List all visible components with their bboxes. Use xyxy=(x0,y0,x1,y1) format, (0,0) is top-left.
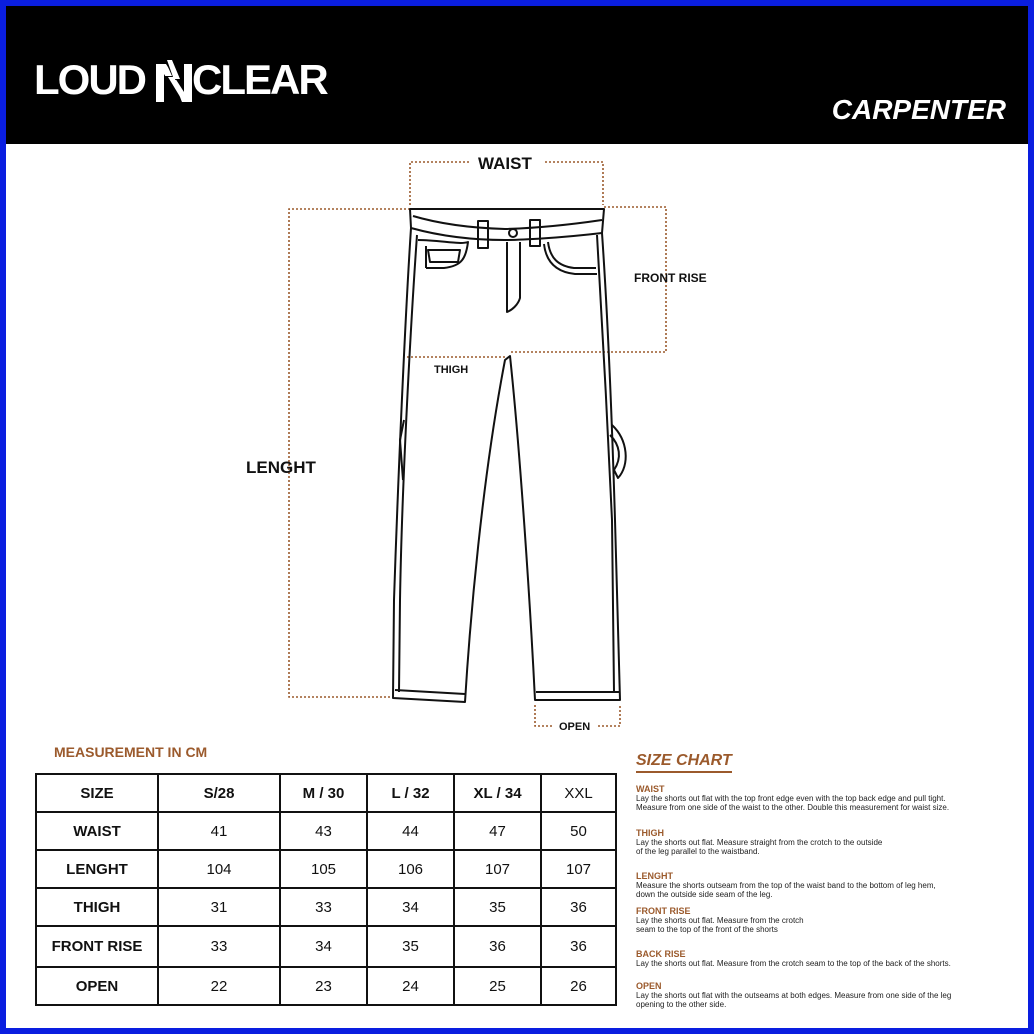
front-rise-label: FRONT RISE xyxy=(634,271,707,285)
row-label: LENGHT xyxy=(36,850,158,888)
table-cell: 24 xyxy=(367,967,454,1005)
guide-item-open xyxy=(636,981,1016,1009)
measurement-title: MEASUREMENT IN CM xyxy=(54,744,208,760)
table-cell: 23 xyxy=(280,967,367,1005)
header-cell: L / 32 xyxy=(367,774,454,812)
guide-item-thigh xyxy=(636,828,1016,856)
guide-item-length xyxy=(636,871,1016,899)
table-cell: 106 xyxy=(367,850,454,888)
waist-guide-right xyxy=(545,162,603,205)
table-cell: 35 xyxy=(454,888,541,926)
guide-item-waist xyxy=(636,784,1016,812)
guide-heading: OPEN xyxy=(636,981,662,991)
size-guide-title: SIZE CHART xyxy=(636,752,732,773)
guide-heading: FRONT RISE xyxy=(636,906,691,916)
guide-text: Measure the shorts outseam from the top of the waist band to the bottom of leg hem, down the outside side seam of the leg. xyxy=(636,881,936,899)
guide-heading: THIGH xyxy=(636,828,664,838)
table-cell: 43 xyxy=(280,812,367,850)
table-cell: 41 xyxy=(158,812,280,850)
model-name: CARPENTER xyxy=(831,94,1006,125)
table-cell: 25 xyxy=(454,967,541,1005)
table-cell: 33 xyxy=(280,888,367,926)
guide-heading: WAIST xyxy=(636,784,665,794)
guide-text: Lay the shorts out flat. Measure from the crotch seam to the top of the back of the shorts. xyxy=(636,959,951,968)
table-cell: 107 xyxy=(541,850,616,888)
table-row xyxy=(36,967,616,1005)
guide-item-back-rise xyxy=(636,949,1016,968)
table-cell: 50 xyxy=(541,812,616,850)
table-cell: 26 xyxy=(541,967,616,1005)
row-label: OPEN xyxy=(36,967,158,1005)
header-cell: M / 30 xyxy=(280,774,367,812)
guide-text: Lay the shorts out flat. Measure from the crotch seam to the top of the front of the shorts xyxy=(636,916,804,934)
table-cell: 36 xyxy=(541,888,616,926)
svg-text:CLEAR: CLEAR xyxy=(192,56,327,103)
table-cell: 33 xyxy=(158,926,280,967)
length-label: LENGHT xyxy=(246,458,316,477)
table-cell: 34 xyxy=(367,888,454,926)
table-row xyxy=(36,926,616,967)
table-cell: 34 xyxy=(280,926,367,967)
length-guide xyxy=(289,209,410,697)
header-cell: SIZE xyxy=(36,774,158,812)
open-guide-left xyxy=(535,705,552,726)
row-label: THIGH xyxy=(36,888,158,926)
svg-text:LOUD: LOUD xyxy=(34,56,145,103)
size-table xyxy=(35,773,617,1006)
table-cell: 47 xyxy=(454,812,541,850)
row-label: WAIST xyxy=(36,812,158,850)
table-cell: 104 xyxy=(158,850,280,888)
guide-text: Lay the shorts out flat. Measure straight from the crotch to the outside of the leg parallel to the waistband. xyxy=(636,838,883,856)
header-cell: XL / 34 xyxy=(454,774,541,812)
waist-guide-left xyxy=(410,162,470,205)
guide-item-front-rise xyxy=(636,906,1016,934)
table-cell: 22 xyxy=(158,967,280,1005)
header-cell: XXL xyxy=(541,774,616,812)
table-cell: 36 xyxy=(454,926,541,967)
guide-heading: LENGHT xyxy=(636,871,673,881)
guide-text: Lay the shorts out flat with the top front edge even with the top back edge and pull tight. Measure from one side of the waist to the other. Double this measurement for waist size. xyxy=(636,794,950,812)
header-cell: S/28 xyxy=(158,774,280,812)
row-label: FRONT RISE xyxy=(36,926,158,967)
table-cell: 107 xyxy=(454,850,541,888)
pants-outline xyxy=(393,209,626,702)
table-row xyxy=(36,850,616,888)
guide-text: Lay the shorts out flat with the outseams at both edges. Measure from one side of the leg opening to the other side. xyxy=(636,991,952,1009)
size-guide xyxy=(636,752,1016,1009)
table-cell: 35 xyxy=(367,926,454,967)
table-row xyxy=(36,812,616,850)
guide-heading: BACK RISE xyxy=(636,949,686,959)
waist-label: WAIST xyxy=(478,154,532,173)
table-cell: 36 xyxy=(541,926,616,967)
open-label: OPEN xyxy=(559,721,591,733)
table-cell: 44 xyxy=(367,812,454,850)
thigh-label: THIGH xyxy=(434,364,469,376)
table-header-row xyxy=(36,774,616,812)
open-guide-right xyxy=(598,705,620,726)
table-cell: 31 xyxy=(158,888,280,926)
table-cell: 105 xyxy=(280,850,367,888)
table-row xyxy=(36,888,616,926)
